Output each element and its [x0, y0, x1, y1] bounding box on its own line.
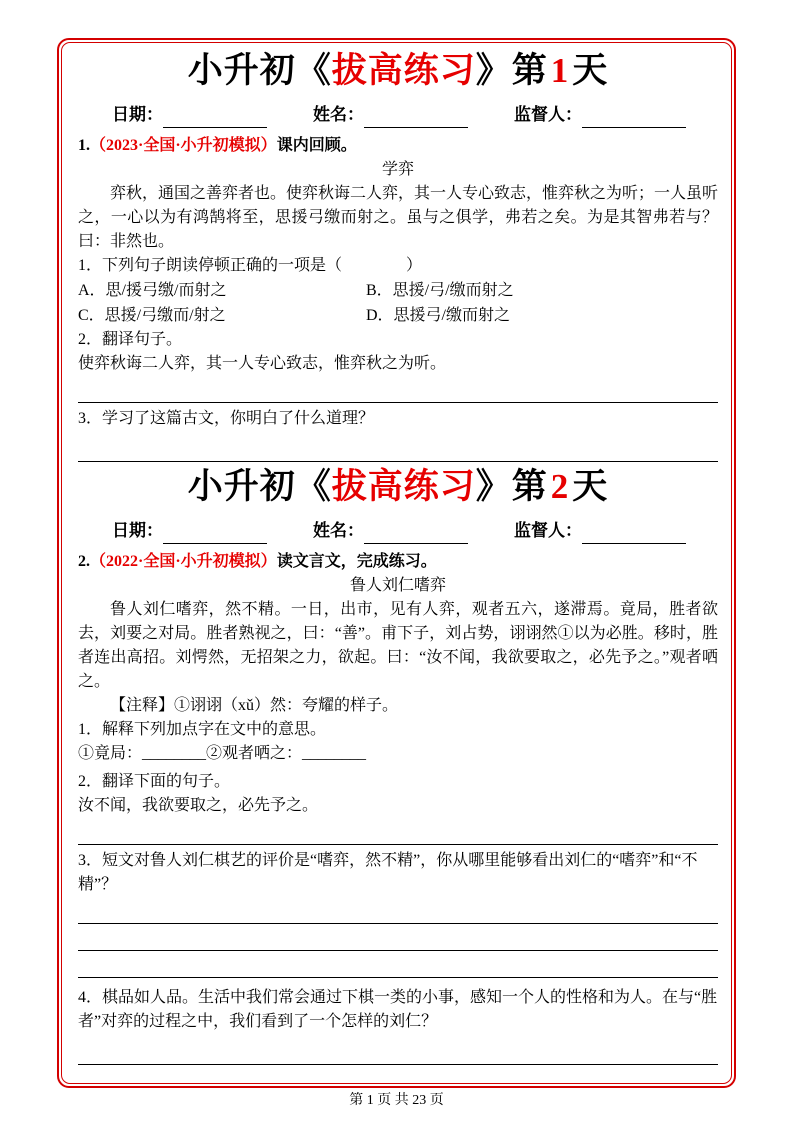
day1-title-part2: 》第 — [475, 51, 548, 90]
day1-subquestion-3: 3．学习了这篇古文，你明白了什么道理？ — [78, 410, 375, 427]
date-label: 日期： — [112, 105, 163, 124]
supervisor-label: 监督人： — [514, 105, 582, 124]
page-content — [78, 46, 718, 1065]
day1-options — [78, 278, 718, 328]
option-b: B．思援/弓/缴而射之 — [366, 282, 514, 299]
answer-blank — [78, 431, 718, 462]
day2-passage-text: 鲁人刘仁嗜弈，然不精。一日，出市，见有人弈，观者五六，遂滞焉。竟局，胜者欲去，刘要之对局。胜者熟视之，曰：“善”。甫下子，刘占势，诩诩然①以为必胜。移时，胜者连出高招。刘愕然，无招架之力，欲起。曰：“汝不闻，我欲要取之，必先予之。”观者哂之。 — [78, 601, 718, 690]
question-source: （2023·全国·小升初模拟） — [90, 137, 277, 154]
day1-passage-title: 学弈 — [381, 161, 414, 178]
day1-fields-row — [78, 102, 718, 128]
page-footer: 第 1 页 共 23 页 — [349, 1093, 444, 1108]
day1-passage-text: 弈秋，通国之善弈者也。使弈秋诲二人弈，其一人专心致志，惟弈秋之为听；一人虽听之，一心以为有鸿鹄将至，思援弓缴而射之。虽与之俱学，弗若之矣。为是其智弗若与？曰：非然也。 — [78, 185, 719, 250]
option-a: A．思/援弓缴/而射之 — [78, 282, 227, 299]
day1-name-field — [313, 102, 468, 128]
day2-subquestion-1-blanks: ①竟局：________②观者哂之：________ — [78, 745, 367, 762]
day2-title-highlight: 拔高练习 — [331, 467, 476, 506]
option-d: D．思援弓/缴而射之 — [366, 307, 511, 324]
day2-subquestion-2: 2．翻译下面的句子。 — [78, 773, 231, 790]
day1-supervisor-field — [514, 102, 686, 128]
day2-subquestion-4: 4．棋品如人品。生活中我们常会通过下棋一类的小事，感知一个人的性格和为人。在与“胜者”对弈的过程之中，我们看到了一个怎样的刘仁？ — [78, 989, 718, 1030]
question-instruction: 课内回顾。 — [276, 137, 357, 154]
day2-question-header — [78, 550, 718, 574]
day2-subquestion-3: 3．短文对鲁人刘仁棋艺的评价是“嗜弈，然不精”，你从哪里能够看出刘仁的“嗜弈”和“不精”？ — [78, 852, 698, 893]
date-blank — [163, 107, 267, 128]
supervisor-blank — [582, 523, 686, 544]
day2-supervisor-field — [514, 518, 686, 544]
day2-title — [78, 466, 718, 508]
day2-name-field — [313, 518, 468, 544]
name-blank — [364, 107, 468, 128]
day1-subquestion-1: 1．下列句子朗读停顿正确的一项是（ ） — [78, 257, 423, 274]
question-instruction: 读文言文，完成练习。 — [276, 553, 437, 570]
day1-title — [78, 50, 718, 92]
answer-blank — [78, 924, 718, 951]
question-source: （2022·全国·小升初模拟） — [90, 553, 277, 570]
name-blank — [364, 523, 468, 544]
day2-subquestion-2-sentence: 汝不闻，我欲要取之，必先予之。 — [78, 797, 319, 814]
option-c: C．思援/弓缴而/射之 — [78, 307, 226, 324]
name-label: 姓名： — [313, 521, 364, 540]
day1-title-part1: 小升初《 — [187, 51, 332, 90]
supervisor-blank — [582, 107, 686, 128]
day2-title-part1: 小升初《 — [187, 467, 332, 506]
answer-blank — [78, 897, 718, 924]
answer-blank — [78, 818, 718, 845]
question-number: 1. — [78, 137, 90, 154]
date-blank — [163, 523, 267, 544]
date-label: 日期： — [112, 521, 163, 540]
day1-date-field — [112, 102, 267, 128]
day2-title-number: 2 — [550, 467, 570, 506]
day1-title-number: 1 — [550, 51, 570, 90]
name-label: 姓名： — [313, 105, 364, 124]
day2-date-field — [112, 518, 267, 544]
day2-passage-title: 鲁人刘仁嗜弈 — [349, 577, 446, 594]
day2-title-part3: 天 — [572, 467, 609, 506]
day1-question-header — [78, 134, 718, 158]
day1-subquestion-2-sentence: 使弈秋诲二人弈，其一人专心致志，惟弈秋之为听。 — [78, 355, 447, 372]
answer-blank — [78, 376, 718, 403]
day2-title-part2: 》第 — [475, 467, 548, 506]
day2-passage-note: 【注释】①诩诩（xǔ）然：夸耀的样子。 — [110, 697, 399, 714]
supervisor-label: 监督人： — [514, 521, 582, 540]
question-number: 2. — [78, 553, 90, 570]
answer-blank — [78, 951, 718, 978]
day1-title-highlight: 拔高练习 — [331, 51, 476, 90]
day1-title-part3: 天 — [572, 51, 609, 90]
day1-subquestion-2: 2．翻译句子。 — [78, 331, 183, 348]
day2-subquestion-1: 1．解释下列加点字在文中的意思。 — [78, 721, 327, 738]
day2-fields-row — [78, 518, 718, 544]
answer-blank — [78, 1034, 718, 1065]
